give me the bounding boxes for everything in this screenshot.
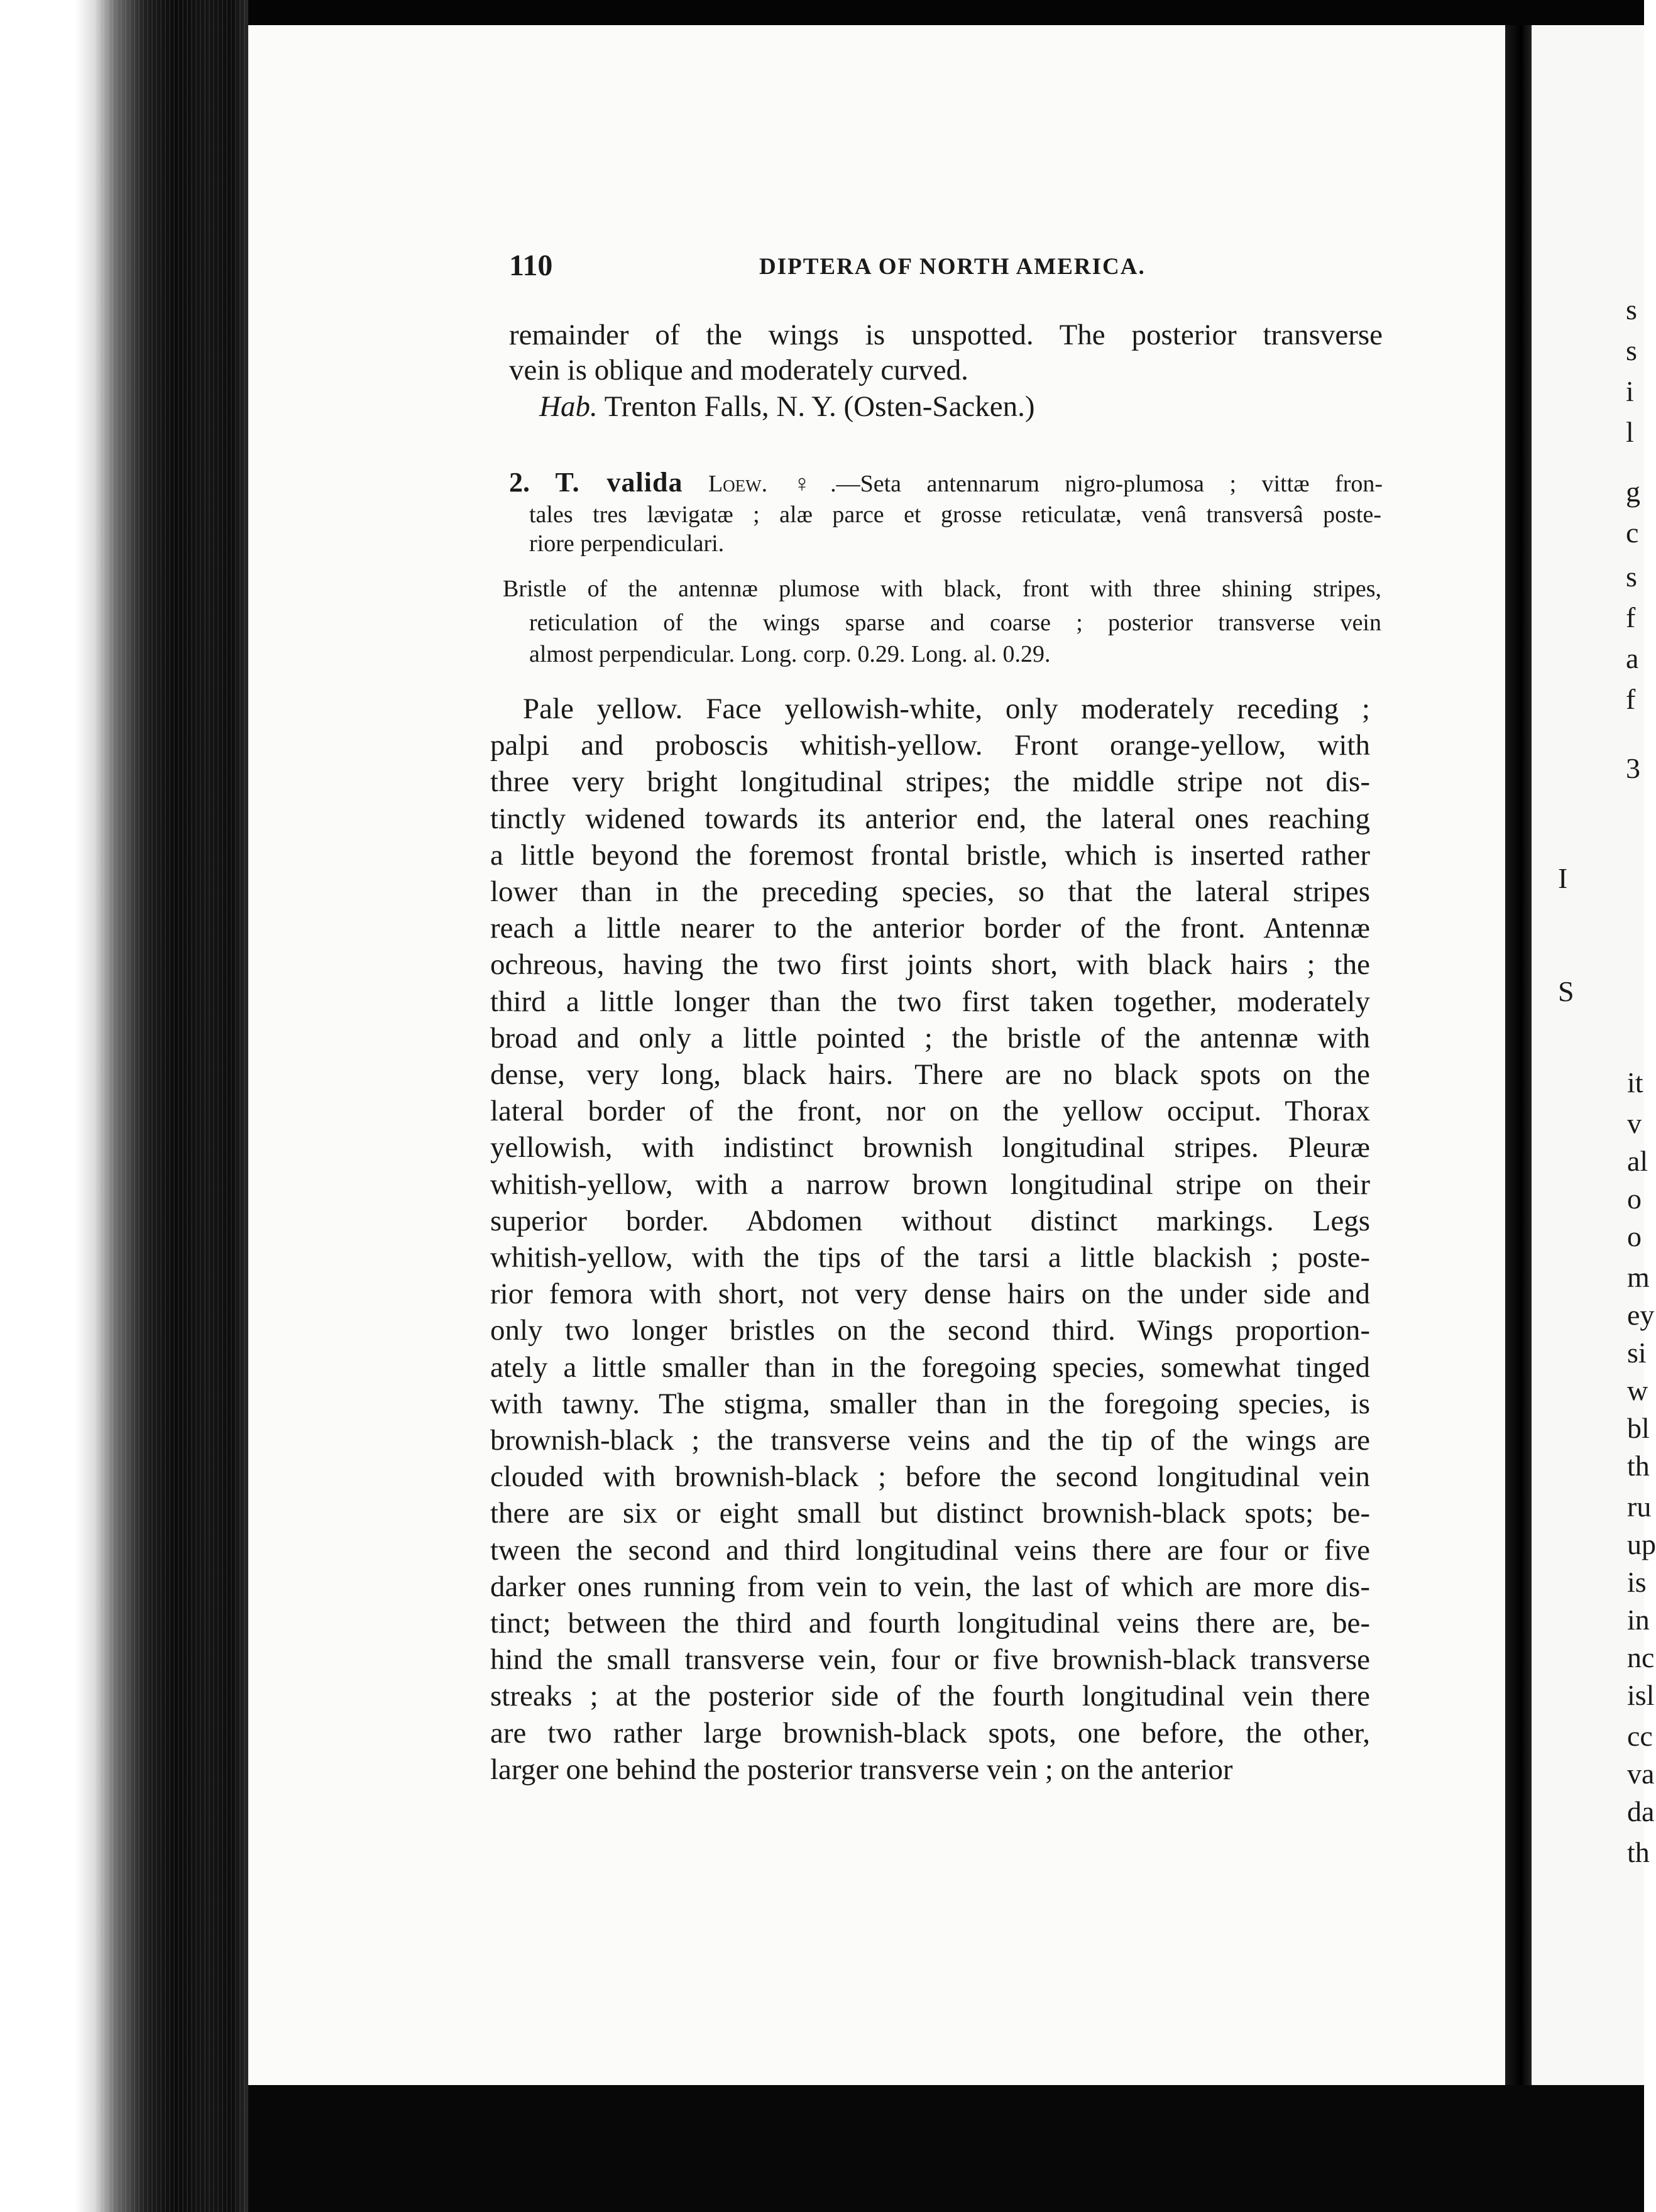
description-line: larger one behind the posterior transverse vein ; on the anterior: [490, 1753, 1233, 1786]
adjacent-page-fragment: i: [1626, 375, 1634, 407]
scan-bottom-border: [248, 2085, 1644, 2212]
description-line: hind the small transverse vein, four or five brownish-black transverse: [490, 1643, 1370, 1676]
adjacent-page-fragment: g: [1626, 476, 1640, 508]
adjacent-page-fragment: o: [1627, 1220, 1642, 1252]
description-line: ately a little smaller than in the foregoing species, somewhat tinged: [490, 1351, 1370, 1384]
continuation-line: vein is oblique and moderately curved.: [509, 354, 968, 386]
adjacent-page-fragment: va: [1627, 1758, 1655, 1790]
description-line: reach a little nearer to the anterior border of the front. Antennæ: [490, 912, 1370, 944]
adjacent-page-fragment: nc: [1627, 1641, 1655, 1673]
description-line: a little beyond the foremost frontal bristle, which is inserted rather: [490, 839, 1370, 872]
habitat-text: Trenton Falls, N. Y. (Osten-Sacken.): [604, 390, 1035, 423]
adjacent-page-fragment: is: [1627, 1566, 1647, 1598]
description-line: only two longer bristles on the second third. Wings proportion-: [490, 1314, 1370, 1347]
adjacent-page-fragment: th: [1627, 1836, 1650, 1868]
adjacent-page-fragment: da: [1627, 1795, 1655, 1827]
page-header-title: DIPTERA OF NORTH AMERICA.: [759, 254, 1146, 280]
description-line: three very bright longitudinal stripes; the middle stripe not dis-: [490, 765, 1370, 798]
adjacent-page-fragment: in: [1627, 1604, 1650, 1636]
adjacent-page-edge: [1532, 25, 1656, 2085]
adjacent-page-fragment: s: [1626, 561, 1637, 593]
adjacent-page-fragment: m: [1627, 1261, 1650, 1293]
description-line: dense, very long, black hairs. There are no black spots on the: [490, 1058, 1370, 1091]
habitat-label: Hab.: [539, 390, 598, 423]
adjacent-page-fragment: s: [1626, 334, 1637, 366]
scan-top-border: [248, 0, 1644, 25]
adjacent-page-fragment: c: [1626, 517, 1639, 549]
description-line: palpi and proboscis whitish-yellow. Front orange-yellow, with: [490, 729, 1370, 762]
adjacent-page-fragment: th: [1627, 1450, 1650, 1482]
description-line: lower than in the preceding species, so that the lateral stripes: [490, 875, 1370, 908]
adjacent-page-fragment: bl: [1627, 1412, 1650, 1444]
adjacent-page-fragment: cc: [1627, 1720, 1653, 1752]
latin-line: tales tres lævigatæ ; alæ parce et grosse reticulatæ, venâ transversâ poste-: [529, 501, 1381, 528]
adjacent-page-fragment: a: [1626, 642, 1639, 674]
description-line: yellowish, with indistinct brownish longitudinal stripes. Pleuræ: [490, 1131, 1370, 1164]
page-number: 110: [509, 249, 553, 282]
adjacent-page-fragment: v: [1627, 1107, 1642, 1139]
adjacent-page-fragment: isl: [1627, 1679, 1655, 1711]
english-diagnosis-line: Bristle of the antennæ plumose with black, front with three shining stripes,: [503, 576, 1381, 602]
adjacent-page-fragment: I: [1558, 862, 1568, 894]
adjacent-page-fragment: S: [1558, 975, 1574, 1007]
adjacent-page-fragment: l: [1626, 416, 1634, 448]
species-number: 2.: [509, 467, 530, 498]
description-line: whitish-yellow, with a narrow brown longitudinal stripe on their: [490, 1168, 1370, 1201]
description-line: with tawny. The stigma, smaller than in the foregoing species, is: [490, 1388, 1370, 1420]
description-line: third a little longer than the two first taken together, moderately: [490, 985, 1370, 1018]
description-line: clouded with brownish-black ; before the second longitudinal vein: [490, 1460, 1370, 1493]
page-gutter: [1505, 25, 1532, 2085]
description-line: ochreous, having the two first joints short, with black hairs ; the: [490, 948, 1370, 981]
species-name: T. valida: [555, 467, 683, 498]
description-line: Pale yellow. Face yellowish-white, only moderately receding ;: [523, 693, 1370, 725]
adjacent-page-fragment: w: [1627, 1374, 1648, 1406]
adjacent-page-fragment: 3: [1626, 752, 1640, 784]
description-line: superior border. Abdomen without distinct markings. Legs: [490, 1205, 1370, 1237]
description-line: broad and only a little pointed ; the bristle of the antennæ with: [490, 1022, 1370, 1054]
english-diagnosis-line: almost perpendicular. Long. corp. 0.29. Long. al. 0.29.: [529, 641, 1051, 667]
description-line: streaks ; at the posterior side of the fourth longitudinal vein there: [490, 1680, 1370, 1712]
species-author: Loew.: [708, 471, 768, 497]
adjacent-page-fragment: ey: [1627, 1299, 1655, 1331]
adjacent-page-fragment: it: [1627, 1066, 1643, 1098]
latin-line: riore perpendiculari.: [529, 530, 725, 557]
latin-diagnosis-start: ♀.—Seta antennarum nigro-plumosa ; vittæ fron-: [792, 471, 1383, 497]
adjacent-page-fragment: up: [1627, 1528, 1656, 1560]
habitat-line: [539, 392, 1381, 422]
adjacent-page-fragment: f: [1626, 683, 1636, 715]
english-diagnosis-line: reticulation of the wings sparse and coarse ; posterior transverse vein: [529, 610, 1381, 636]
running-head: [509, 248, 1383, 286]
description-line: tinct; between the third and fourth longitudinal veins there are, be-: [490, 1607, 1370, 1640]
description-line: rior femora with short, not very dense hairs on the under side and: [490, 1278, 1370, 1310]
description-line: tween the second and third longitudinal veins there are four or five: [490, 1534, 1370, 1567]
description-line: brownish-black ; the transverse veins and the tip of the wings are: [490, 1424, 1370, 1457]
adjacent-page-fragment: f: [1626, 601, 1636, 633]
adjacent-page-fragment: si: [1627, 1337, 1647, 1369]
description-line: darker ones running from vein to vein, the last of which are more dis-: [490, 1570, 1370, 1603]
adjacent-page-fragment: al: [1627, 1145, 1648, 1177]
adjacent-page-fragment: s: [1626, 293, 1637, 326]
species-latin-lead: [509, 469, 1383, 496]
adjacent-page-fragment: ru: [1627, 1491, 1652, 1523]
adjacent-page-fragment: o: [1627, 1183, 1642, 1215]
description-line: whitish-yellow, with the tips of the tarsi a little blackish ; poste-: [490, 1241, 1370, 1274]
description-line: lateral border of the front, nor on the yellow occiput. Thorax: [490, 1095, 1370, 1127]
description-line: tinctly widened towards its anterior end, the lateral ones reaching: [490, 802, 1370, 835]
scan-left-border: [0, 0, 248, 2212]
continuation-line: remainder of the wings is unspotted. The posterior transverse: [509, 319, 1383, 351]
description-line: there are six or eight small but distinct brownish-black spots; be-: [490, 1497, 1370, 1530]
description-line: are two rather large brownish-black spots, one before, the other,: [490, 1717, 1370, 1749]
